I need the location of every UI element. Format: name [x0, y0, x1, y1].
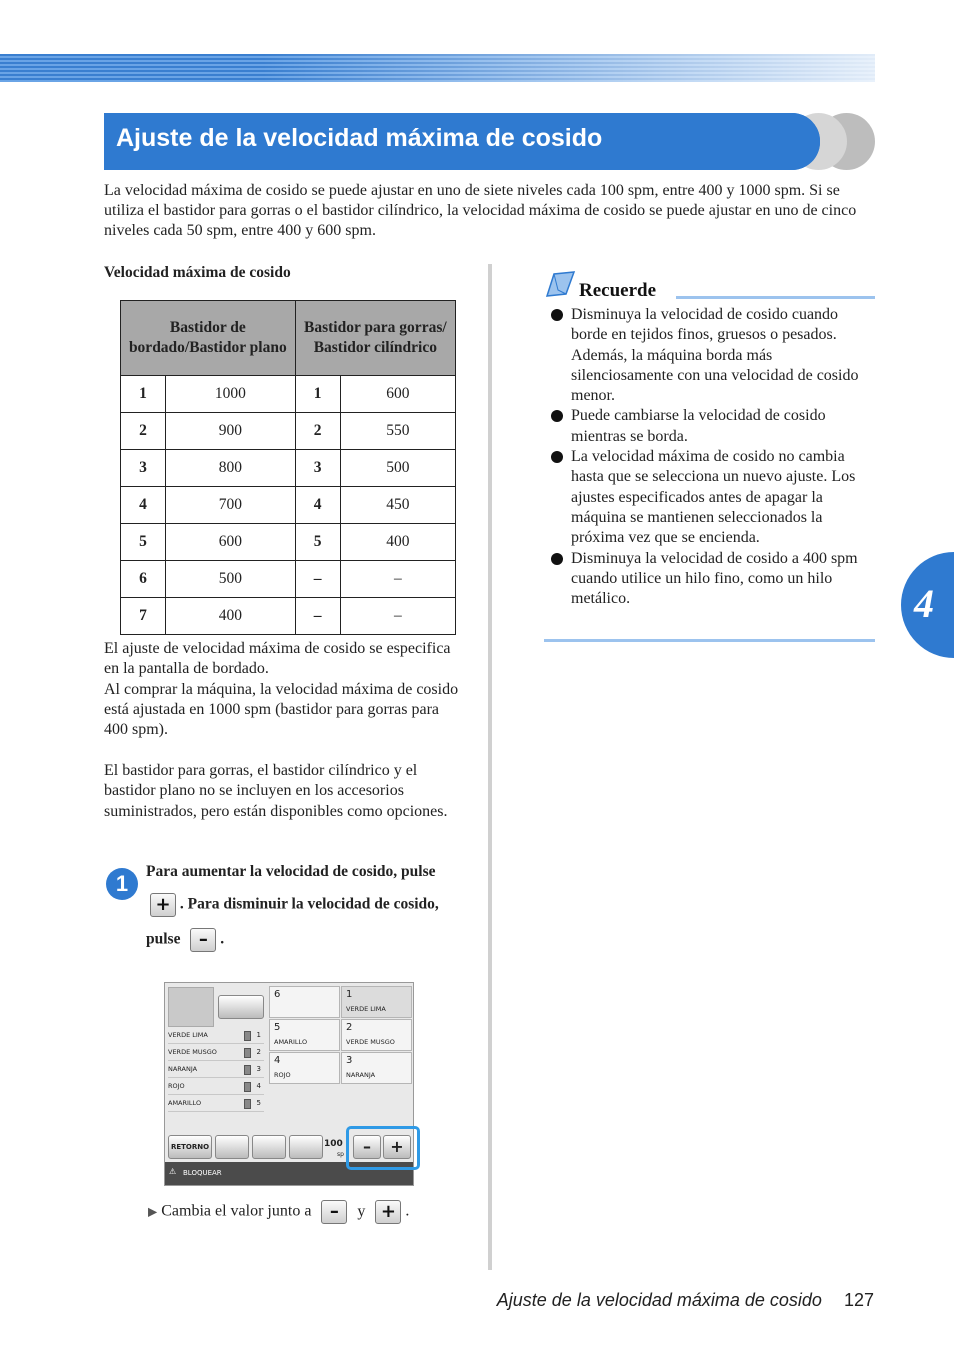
table-cell: 6	[121, 561, 166, 598]
table-cell: 1	[295, 376, 340, 413]
plus-key-icon: +	[150, 893, 176, 917]
minus-key-icon: –	[321, 1200, 347, 1224]
retorno-button[interactable]: RETORNO	[168, 1135, 212, 1159]
page-title: Ajuste de la velocidad máxima de cosido	[116, 124, 603, 152]
table-row	[121, 524, 456, 561]
bloquear-button[interactable]: BLOQUEAR	[183, 1169, 222, 1177]
needle-cell[interactable]	[341, 1052, 412, 1084]
arrow-icon: ▶	[148, 1204, 158, 1219]
table-cell: 2	[121, 413, 166, 450]
needle-number: 1	[346, 989, 353, 1000]
step-text: Para aumentar la velocidad de cosido, pulse	[146, 863, 436, 880]
table-cell: 4	[121, 487, 166, 524]
needle-color: VERDE MUSGO	[346, 1038, 395, 1046]
table-cell: –	[340, 561, 455, 598]
paragraph-line: El ajuste de velocidad máxima de cosido se especifica en la pantalla de bordado.	[104, 640, 451, 678]
spool-icon	[244, 1065, 251, 1075]
table-cell: 7	[121, 598, 166, 635]
spool-icon	[244, 1031, 251, 1041]
speed-value: 100	[324, 1139, 343, 1149]
recuerde-list	[549, 305, 877, 609]
step-text	[146, 928, 224, 952]
list-item[interactable]	[168, 1044, 264, 1061]
list-item-label: VERDE LIMA	[168, 1031, 208, 1039]
table-cell: 3	[295, 450, 340, 487]
step-text: .	[220, 930, 225, 948]
list-item-label: VERDE MUSGO	[168, 1048, 217, 1056]
needle-cell[interactable]	[269, 1052, 340, 1084]
divider	[544, 639, 875, 642]
needle-cell[interactable]	[341, 986, 412, 1018]
list-item[interactable]	[168, 1095, 264, 1112]
table-cell: 550	[340, 413, 455, 450]
needle-color: AMARILLO	[274, 1038, 308, 1046]
frame-move-icon[interactable]	[215, 1135, 249, 1159]
list-item-number: 1	[256, 1031, 261, 1039]
table-cell: 3	[121, 450, 166, 487]
step-text	[150, 893, 439, 917]
highlight-box	[346, 1126, 420, 1170]
needle-color: VERDE LIMA	[346, 1005, 386, 1013]
table-cell: –	[340, 598, 455, 635]
spool-icon	[244, 1048, 251, 1058]
list-item: Disminuya la velocidad de cosido cuando borde en tejidos finos, gruesos o pesados. Además, la máquina borda más silenciosamente con una velocidad de cosido menor.	[549, 305, 877, 406]
list-item: Puede cambiarse la velocidad de cosido mientras se borda.	[549, 406, 877, 447]
list-item: La velocidad máxima de cosido no cambia hasta que se selecciona un nuevo ajuste. Los ajustes especificados antes de apagar la máquina se mantienen seleccionados la próxima vez que se encienda.	[549, 447, 877, 548]
list-item: Disminuya la velocidad de cosido a 400 spm cuando utilice un hilo fino, como un hilo metálico.	[549, 549, 877, 610]
table-cell: 600	[166, 524, 296, 561]
list-item[interactable]	[168, 1061, 264, 1078]
table-row	[121, 450, 456, 487]
needle-cell[interactable]	[269, 986, 340, 1018]
header-band	[0, 54, 875, 82]
paragraph	[104, 639, 464, 740]
table-row	[121, 598, 456, 635]
list-item-number: 3	[256, 1065, 261, 1073]
table-row	[121, 487, 456, 524]
speed-unit: sp	[337, 1151, 344, 1158]
list-item[interactable]	[168, 1027, 264, 1044]
needle-cell[interactable]	[269, 1019, 340, 1051]
table-cell: 500	[166, 561, 296, 598]
intro-paragraph: La velocidad máxima de cosido se puede ajustar en uno de siete niveles cada 100 spm, entre 400 y 1000 spm. Si se utiliza el bastidor para gorras o el bastidor cilíndrico, la velocidad máxima de cosido se puede ajustar en uno de cinco niveles cada 50 spm, entre 400 y 600 spm.	[104, 182, 857, 239]
table-cell: 600	[340, 376, 455, 413]
list-item[interactable]	[168, 1078, 264, 1095]
table-row	[121, 413, 456, 450]
table-cell: 1000	[166, 376, 296, 413]
column-divider	[488, 264, 492, 1270]
step-text: . Para disminuir la velocidad de cosido,	[179, 895, 439, 913]
title-bar	[104, 113, 820, 170]
page-footer	[497, 1290, 874, 1311]
table-cell: 900	[166, 413, 296, 450]
table-cell: –	[295, 598, 340, 635]
paragraph-line: Al comprar la máquina, la velocidad máxima de cosido está ajustada en 1000 spm (bastidor para gorras para 400 spm).	[104, 680, 459, 739]
table-cell: 5	[121, 524, 166, 561]
plus-key-icon: +	[375, 1200, 401, 1224]
table-header: Bastidor de bordado/Bastidor plano	[121, 301, 296, 376]
needle-number: 2	[346, 1022, 353, 1033]
needle-number: 4	[274, 1055, 281, 1066]
chapter-tab	[901, 552, 954, 658]
needle-number: 5	[274, 1022, 281, 1033]
pattern-preview	[168, 987, 214, 1027]
minus-button[interactable]: –	[353, 1135, 381, 1159]
table-header: Bastidor para gorras/ Bastidor cilíndrico	[295, 301, 455, 376]
table-cell: 5	[295, 524, 340, 561]
warning-icon: ⚠	[169, 1167, 177, 1176]
table-cell: 1	[121, 376, 166, 413]
paragraph: El bastidor para gorras, el bastidor cilíndrico y el bastidor plano no se incluyen en los accesorios suministrados, pero están disponibles como opciones.	[104, 762, 448, 820]
needle-color: NARANJA	[346, 1071, 376, 1079]
table-cell: 4	[295, 487, 340, 524]
list-item-label: AMARILLO	[168, 1099, 202, 1107]
result-note	[148, 1200, 409, 1224]
spool-icon	[244, 1099, 251, 1109]
table-cell: 500	[340, 450, 455, 487]
page-number: 127	[843, 1290, 874, 1310]
list-item-label: NARANJA	[168, 1065, 198, 1073]
note-text: Cambia el valor junto a	[161, 1202, 312, 1220]
speed-table	[120, 300, 456, 635]
table-cell: 450	[340, 487, 455, 524]
needle-cell[interactable]	[341, 1019, 412, 1051]
minus-key-icon: –	[190, 928, 216, 952]
list-item-number: 4	[256, 1082, 261, 1090]
table-cell: 400	[340, 524, 455, 561]
recuerde-title: Recuerde	[579, 280, 657, 301]
step-number: 1	[106, 868, 138, 900]
note-text: .	[405, 1202, 410, 1220]
list-item-number: 5	[256, 1099, 261, 1107]
needle-number: 6	[274, 989, 281, 1000]
note-icon	[544, 270, 576, 300]
divider	[676, 296, 875, 299]
table-cell: 400	[166, 598, 296, 635]
list-item-number: 2	[256, 1048, 261, 1056]
tension-icon[interactable]	[289, 1135, 323, 1159]
chapter-number: 4	[914, 581, 934, 626]
table-row	[121, 561, 456, 598]
list-item-label: ROJO	[168, 1082, 185, 1090]
needle-number: 3	[346, 1055, 353, 1066]
table-cell: –	[295, 561, 340, 598]
plus-button[interactable]: +	[383, 1135, 411, 1159]
note-text: y	[357, 1202, 366, 1220]
spool-icon	[244, 1082, 251, 1092]
table-row	[121, 376, 456, 413]
table-cell: 2	[295, 413, 340, 450]
step-text: pulse	[146, 930, 181, 948]
needle-color: ROJO	[274, 1071, 291, 1079]
table-cell: 700	[166, 487, 296, 524]
table-title: Velocidad máxima de cosido	[104, 264, 291, 281]
footer-title: Ajuste de la velocidad máxima de cosido	[496, 1290, 822, 1310]
table-cell: 800	[166, 450, 296, 487]
thread-icon[interactable]	[218, 995, 264, 1019]
scissors-icon[interactable]	[252, 1135, 286, 1159]
